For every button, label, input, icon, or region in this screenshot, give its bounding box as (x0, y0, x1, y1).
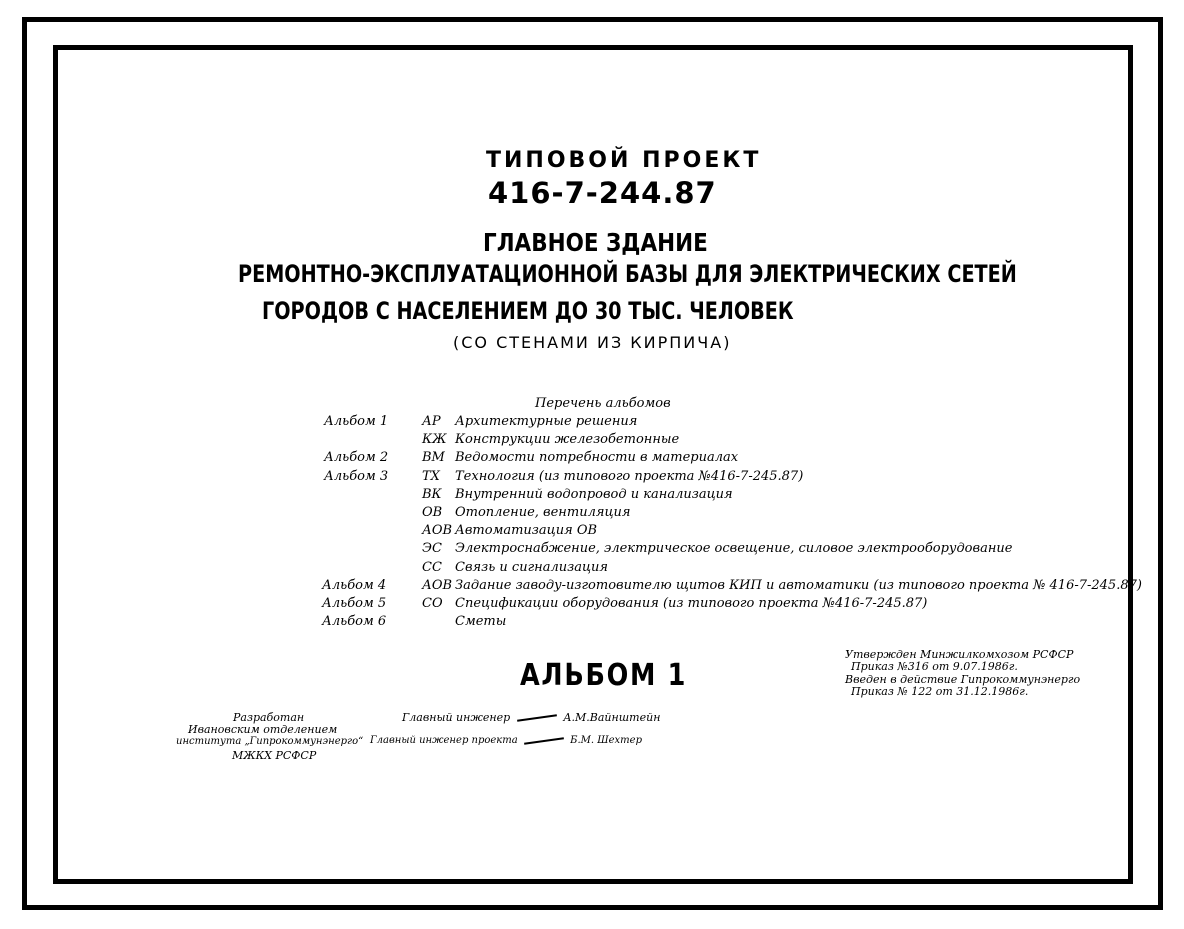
approval-line-4: Приказ № 122 от 31.12.1986г. (851, 685, 1029, 698)
approval-line-3: Введен в действие Гипрокоммунэнерго (845, 673, 1081, 686)
developer-line-4: МЖКХ РСФСР (232, 749, 317, 762)
album-row-code: АР (422, 414, 441, 429)
project-walls-note: (СО СТЕНАМИ ИЗ КИРПИЧА) (453, 333, 732, 352)
album-row-code: СО (422, 596, 443, 611)
developer-line-3: института „Гипрокоммунэнерго“ (176, 736, 364, 747)
album-row-desc: Внутренний водопровод и канализация (455, 487, 733, 502)
album-row-label: Альбом 1 (324, 414, 389, 429)
project-number: 416-7-244.87 (488, 176, 717, 210)
chief-engineer-role: Главный инженер (402, 711, 511, 724)
album-row-desc: Ведомости потребности в материалах (455, 450, 739, 465)
album-row-desc: Сметы (455, 614, 507, 629)
project-engineer-name: Б.М. Шехтер (570, 735, 642, 746)
album-row-code: АОВ (422, 523, 453, 538)
signature-mark (517, 714, 557, 722)
album-row-label: Альбом 3 (324, 469, 389, 484)
album-row-code: ВК (422, 487, 442, 502)
album-row-label: Альбом 5 (322, 596, 387, 611)
albums-list-title: Перечень альбомов (535, 396, 671, 411)
album-row-desc: Технология (из типового проекта №416-7-245.87) (455, 469, 804, 484)
album-row-code: АОВ (422, 578, 453, 593)
signature-mark (524, 737, 564, 745)
developer-line-2: Ивановским отделением (188, 723, 338, 736)
album-row-code: ОВ (422, 505, 443, 520)
album-row-code: КЖ (422, 432, 447, 447)
project-kind: ТИПОВОЙ ПРОЕКТ (486, 148, 762, 173)
approval-line-2: Приказ №316 от 9.07.1986г. (851, 660, 1018, 673)
project-engineer-signature (370, 735, 642, 746)
album-row-code: ТХ (422, 469, 440, 484)
album-row-code: ВМ (422, 450, 445, 465)
project-engineer-role: Главный инженер проекта (370, 735, 518, 746)
album-row-desc: Отопление, вентиляция (455, 505, 631, 520)
chief-engineer-signature (402, 711, 660, 724)
developer-line-1: Разработан (233, 711, 305, 724)
album-row-code: СС (422, 560, 442, 575)
chief-engineer-name: А.М.Вайнштейн (563, 711, 661, 724)
project-name-line2: РЕМОНТНО-ЭКСПЛУАТАЦИОННОЙ БАЗЫ ДЛЯ ЭЛЕКТРИЧЕСКИХ СЕТЕЙ (238, 260, 1017, 288)
approval-line-1: Утвержден Минжилкомхозом РСФСР (845, 648, 1074, 661)
album-row-label: Альбом 2 (324, 450, 389, 465)
album-row-desc: Электроснабжение, электрическое освещение, силовое электрооборудование (455, 541, 1013, 556)
album-title: АЛЬБОМ 1 (520, 658, 688, 693)
album-row-code: ЭС (422, 541, 442, 556)
album-row-desc: Спецификации оборудования (из типового проекта №416-7-245.87) (455, 596, 928, 611)
album-row-desc: Конструкции железобетонные (455, 432, 680, 447)
project-name-line1: ГЛАВНОЕ ЗДАНИЕ (483, 228, 708, 257)
album-row-desc: Связь и сигнализация (455, 560, 609, 575)
project-name-line3: ГОРОДОВ С НАСЕЛЕНИЕМ ДО 30 ТЫС. ЧЕЛОВЕК (262, 297, 794, 325)
album-row-desc: Задание заводу-изготовителю щитов КИП и автоматики (из типового проекта № 416-7-245.87) (455, 578, 1142, 593)
album-row-desc: Автоматизация ОВ (455, 523, 598, 538)
album-row-desc: Архитектурные решения (455, 414, 638, 429)
album-row-label: Альбом 4 (322, 578, 387, 593)
album-row-label: Альбом 6 (322, 614, 387, 629)
